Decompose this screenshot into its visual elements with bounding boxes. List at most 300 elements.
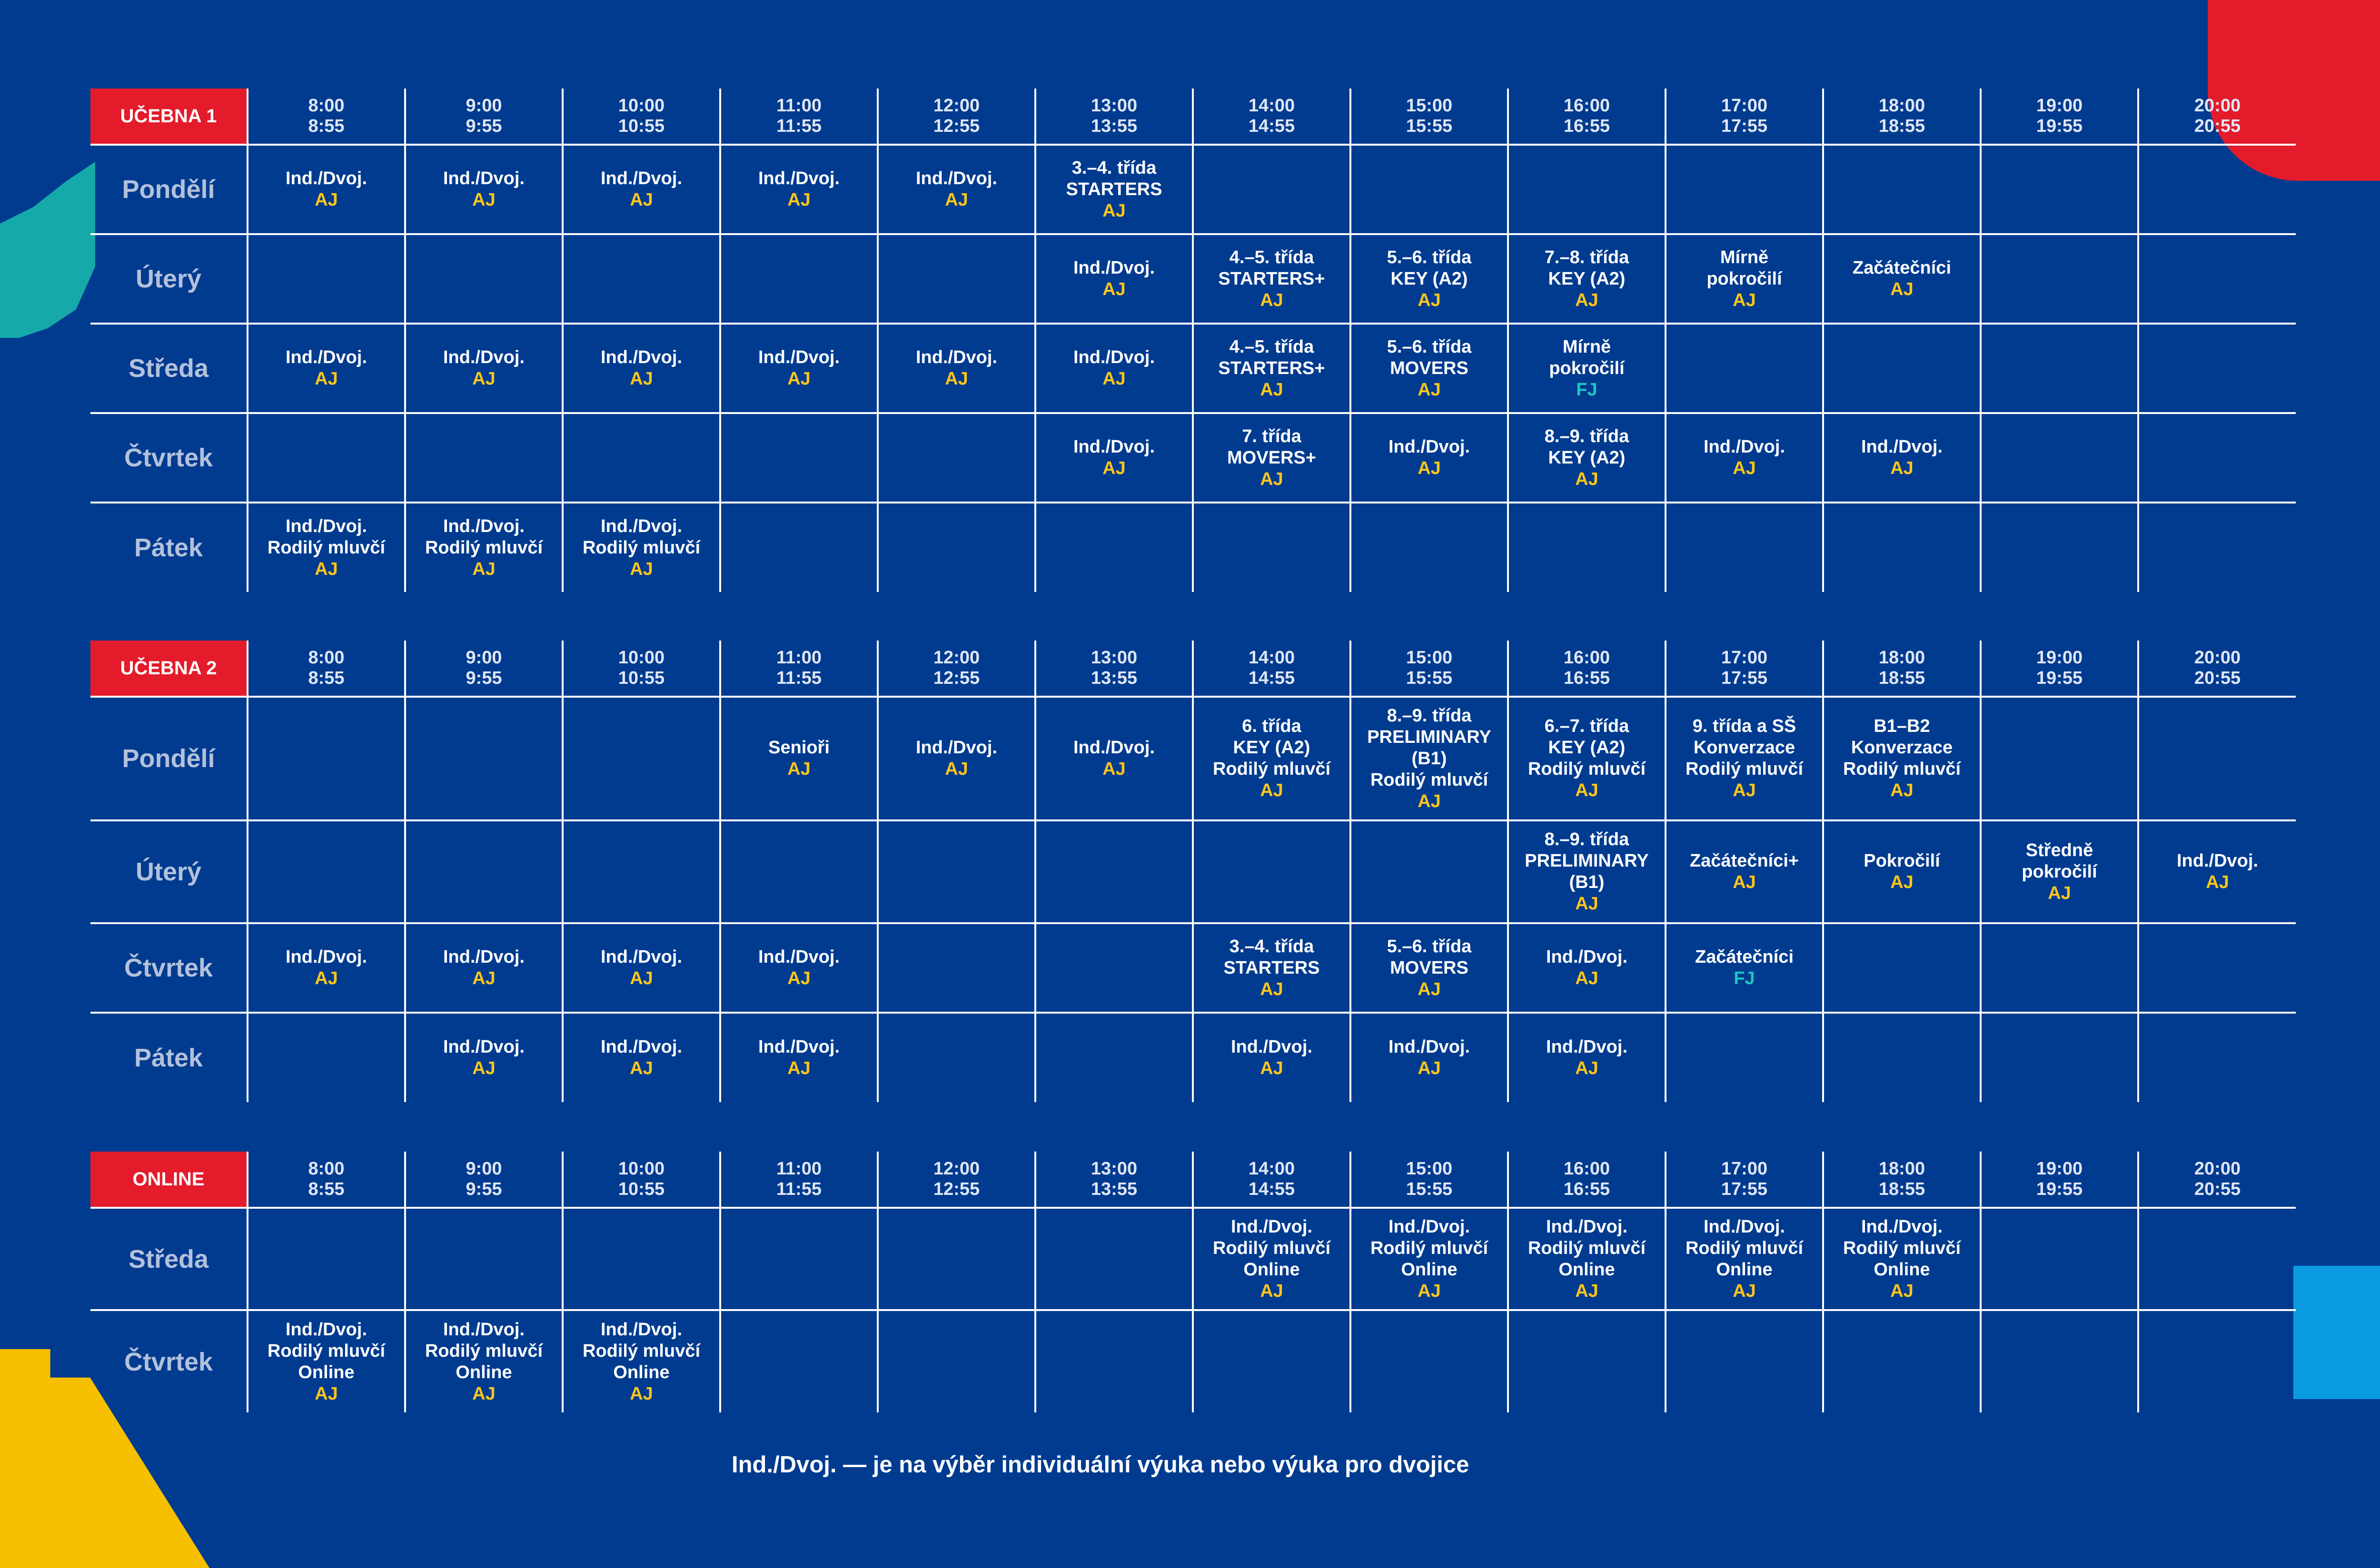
time-end: 17:55 — [1721, 668, 1768, 688]
time-start: 10:00 — [618, 96, 665, 116]
time-end: 15:55 — [1406, 1179, 1453, 1199]
day-row — [90, 324, 2296, 413]
empty-cell — [2138, 1208, 2296, 1310]
day-row — [90, 820, 2296, 923]
time-start: 11:00 — [776, 648, 822, 668]
time-slot-header — [1508, 641, 1666, 697]
time-start: 9:00 — [466, 648, 502, 668]
lesson-text: Ind./Dvoj. — [1861, 1216, 1943, 1237]
time-end: 8:55 — [308, 116, 345, 136]
lesson-text: Rodilý mluvčí — [1370, 1238, 1488, 1258]
lesson-text: Ind./Dvoj. — [1388, 437, 1470, 457]
day-label: Pondělí — [90, 145, 248, 234]
time-end: 10:55 — [618, 1179, 665, 1199]
language-code: AJ — [472, 369, 496, 389]
lesson-cell — [1508, 324, 1666, 413]
lesson-cell — [720, 324, 878, 413]
lesson-text: 3.–4. třída — [1229, 936, 1314, 957]
empty-cell — [1350, 503, 1508, 592]
empty-cell — [1981, 234, 2138, 324]
lesson-text: pokročilí — [1549, 358, 1625, 378]
language-code: AJ — [1418, 458, 1441, 478]
time-slot-header — [1350, 641, 1508, 697]
lesson-cell — [1350, 1208, 1508, 1310]
time-end: 16:55 — [1563, 116, 1610, 136]
lesson-cell — [405, 1013, 563, 1102]
lesson-text: pokročilí — [2022, 861, 2097, 882]
lesson-text: Ind./Dvoj. — [443, 1037, 525, 1057]
language-code: AJ — [1418, 290, 1441, 310]
lesson-cell — [1350, 1013, 1508, 1102]
language-code: AJ — [1418, 979, 1441, 999]
lesson-text: STARTERS — [1223, 957, 1320, 978]
lesson-cell — [1666, 413, 1823, 503]
empty-cell — [1193, 1310, 1350, 1412]
empty-cell — [878, 1310, 1035, 1412]
time-start: 15:00 — [1406, 96, 1453, 116]
lesson-text: 8.–9. třída — [1544, 426, 1629, 446]
time-end: 14:55 — [1248, 116, 1295, 136]
time-end: 9:55 — [466, 1179, 502, 1199]
language-code: FJ — [1734, 968, 1755, 988]
lesson-cell — [1666, 697, 1823, 820]
language-code: AJ — [1260, 290, 1283, 310]
lesson-text: Ind./Dvoj. — [601, 516, 682, 536]
lesson-text: KEY (A2) — [1548, 447, 1626, 468]
language-code: AJ — [1102, 279, 1126, 299]
lesson-text: Senioři — [768, 738, 830, 758]
time-slot-header — [720, 1152, 878, 1208]
language-code: AJ — [945, 190, 968, 210]
time-end: 8:55 — [308, 1179, 345, 1199]
time-start: 14:00 — [1248, 648, 1295, 668]
lesson-text: Rodilý mluvčí — [1212, 759, 1331, 779]
lesson-text: Mírně — [1720, 247, 1769, 267]
empty-cell — [563, 697, 720, 820]
lesson-cell — [2138, 820, 2296, 923]
lesson-text: MOVERS — [1390, 957, 1468, 978]
time-start: 16:00 — [1563, 648, 1610, 668]
language-code: AJ — [1890, 458, 1914, 478]
time-start: 8:00 — [308, 648, 345, 668]
lesson-cell — [248, 1310, 405, 1412]
time-start: 10:00 — [618, 1159, 665, 1179]
decor-blue-shape — [2293, 1266, 2380, 1399]
language-code: AJ — [630, 559, 653, 579]
time-end: 11:55 — [776, 116, 822, 136]
lesson-text: Konverzace — [1693, 738, 1795, 758]
lesson-cell — [1508, 923, 1666, 1013]
language-code: AJ — [472, 1383, 496, 1404]
lesson-text: Online — [1716, 1259, 1773, 1280]
lesson-text: STARTERS — [1066, 179, 1162, 199]
lesson-cell — [1193, 1013, 1350, 1102]
language-code: AJ — [1733, 458, 1756, 478]
empty-cell — [2138, 324, 2296, 413]
time-slot-header — [405, 641, 563, 697]
lesson-text: STARTERS+ — [1218, 358, 1325, 378]
lesson-cell — [1508, 820, 1666, 923]
time-slot-header — [248, 641, 405, 697]
lesson-cell — [878, 697, 1035, 820]
lesson-text: Rodilý mluvčí — [425, 1341, 543, 1361]
time-slot-header — [1350, 1152, 1508, 1208]
schedule-ucebna-1 — [90, 89, 2296, 592]
lesson-cell — [405, 923, 563, 1013]
language-code: AJ — [787, 190, 811, 210]
day-row — [90, 697, 2296, 820]
empty-cell — [720, 1208, 878, 1310]
time-end: 17:55 — [1721, 116, 1768, 136]
time-end: 14:55 — [1248, 1179, 1295, 1199]
empty-cell — [878, 234, 1035, 324]
lesson-cell — [563, 145, 720, 234]
lesson-cell — [720, 1013, 878, 1102]
language-code: AJ — [472, 559, 496, 579]
language-code: AJ — [1890, 872, 1914, 892]
time-slot-header — [1508, 1152, 1666, 1208]
language-code: AJ — [315, 559, 338, 579]
time-start: 16:00 — [1563, 1159, 1610, 1179]
lesson-text: Ind./Dvoj. — [2177, 851, 2258, 871]
language-code: AJ — [630, 1383, 653, 1404]
empty-cell — [1823, 1013, 1981, 1102]
lesson-text: Ind./Dvoj. — [1388, 1216, 1470, 1237]
lesson-text: 7.–8. třída — [1544, 247, 1629, 267]
empty-cell — [1981, 413, 2138, 503]
time-start: 12:00 — [933, 96, 980, 116]
time-start: 19:00 — [2036, 648, 2083, 668]
lesson-cell — [1823, 1208, 1981, 1310]
lesson-text: Ind./Dvoj. — [758, 347, 840, 367]
time-start: 17:00 — [1721, 1159, 1768, 1179]
time-start: 13:00 — [1091, 1159, 1138, 1179]
empty-cell — [405, 820, 563, 923]
language-code: AJ — [1260, 469, 1283, 489]
empty-cell — [1035, 923, 1193, 1013]
time-end: 8:55 — [308, 668, 345, 688]
time-end: 12:55 — [933, 1179, 980, 1199]
empty-cell — [2138, 413, 2296, 503]
empty-cell — [248, 1013, 405, 1102]
day-row — [90, 1208, 2296, 1310]
time-slot-header — [1193, 1152, 1350, 1208]
time-start: 14:00 — [1248, 96, 1295, 116]
time-slot-header — [1350, 89, 1508, 145]
time-slot-header — [405, 89, 563, 145]
lesson-text: Online — [456, 1362, 512, 1382]
language-code: AJ — [1890, 780, 1914, 800]
room-label: UČEBNA 2 — [90, 641, 248, 697]
time-slot-header — [1981, 1152, 2138, 1208]
time-slot-header — [563, 89, 720, 145]
language-code: AJ — [787, 968, 811, 988]
day-label: Středa — [90, 324, 248, 413]
time-start: 15:00 — [1406, 1159, 1453, 1179]
empty-cell — [878, 923, 1035, 1013]
language-code: AJ — [1890, 279, 1914, 299]
language-code: AJ — [472, 1058, 496, 1078]
language-code: FJ — [1576, 379, 1597, 400]
lesson-text: KEY (A2) — [1548, 268, 1626, 289]
lesson-text: Ind./Dvoj. — [601, 168, 682, 188]
lesson-text: Začátečníci — [1853, 258, 1951, 278]
empty-cell — [1193, 503, 1350, 592]
lesson-text: KEY (A2) — [1548, 738, 1626, 758]
empty-cell — [2138, 234, 2296, 324]
empty-cell — [248, 1208, 405, 1310]
lesson-text: Ind./Dvoj. — [1073, 738, 1155, 758]
time-slot-header — [248, 1152, 405, 1208]
lesson-text: Ind./Dvoj. — [1546, 1216, 1627, 1237]
lesson-cell — [405, 503, 563, 592]
lesson-text: Ind./Dvoj. — [601, 1037, 682, 1057]
language-code: AJ — [1102, 759, 1126, 779]
time-slot-header — [1508, 89, 1666, 145]
language-code: AJ — [1418, 1058, 1441, 1078]
empty-cell — [1666, 1013, 1823, 1102]
lesson-text: B1–B2 — [1874, 716, 1930, 736]
lesson-cell — [1666, 234, 1823, 324]
time-slot-header — [1035, 89, 1193, 145]
time-start: 14:00 — [1248, 1159, 1295, 1179]
language-code: AJ — [1418, 1281, 1441, 1301]
time-start: 10:00 — [618, 648, 665, 668]
empty-cell — [1666, 324, 1823, 413]
language-code: AJ — [1575, 1281, 1598, 1301]
lesson-text: Ind./Dvoj. — [758, 947, 840, 967]
lesson-cell — [1823, 820, 1981, 923]
time-slot-header — [2138, 641, 2296, 697]
time-end: 11:55 — [776, 668, 822, 688]
time-slot-header — [1981, 89, 2138, 145]
time-slot-header — [720, 641, 878, 697]
empty-cell — [563, 413, 720, 503]
time-slot-header — [1666, 89, 1823, 145]
time-slot-header — [1666, 1152, 1823, 1208]
empty-cell — [1823, 503, 1981, 592]
time-slot-header — [878, 1152, 1035, 1208]
lesson-text: 9. třída a SŠ — [1692, 716, 1796, 736]
time-end: 13:55 — [1091, 1179, 1138, 1199]
time-start: 9:00 — [466, 1159, 502, 1179]
lesson-text: Rodilý mluvčí — [1685, 1238, 1804, 1258]
language-code: AJ — [1418, 791, 1441, 811]
lesson-text: Ind./Dvoj. — [443, 516, 525, 536]
day-row — [90, 503, 2296, 592]
empty-cell — [563, 234, 720, 324]
time-end: 17:55 — [1721, 1179, 1768, 1199]
lesson-text: Ind./Dvoj. — [443, 347, 525, 367]
lesson-cell — [405, 324, 563, 413]
lesson-cell — [1035, 145, 1193, 234]
time-start: 9:00 — [466, 96, 502, 116]
empty-cell — [1981, 145, 2138, 234]
empty-cell — [248, 234, 405, 324]
lesson-text: 6.–7. třída — [1544, 716, 1629, 736]
empty-cell — [2138, 145, 2296, 234]
lesson-text: Ind./Dvoj. — [916, 738, 997, 758]
time-slot-header — [563, 1152, 720, 1208]
empty-cell — [1035, 820, 1193, 923]
lesson-text: Ind./Dvoj. — [916, 347, 997, 367]
empty-cell — [1666, 1310, 1823, 1412]
schedule-ucebna-2 — [90, 641, 2296, 1102]
empty-cell — [248, 820, 405, 923]
empty-cell — [1981, 1310, 2138, 1412]
lesson-cell — [1666, 820, 1823, 923]
lesson-text: 5.–6. třída — [1387, 336, 1472, 357]
lesson-cell — [1508, 697, 1666, 820]
empty-cell — [720, 234, 878, 324]
lesson-text: Ind./Dvoj. — [286, 347, 367, 367]
time-end: 20:55 — [2194, 1179, 2241, 1199]
time-end: 9:55 — [466, 116, 502, 136]
time-start: 18:00 — [1878, 1159, 1925, 1179]
day-label: Středa — [90, 1208, 248, 1310]
lesson-text: 5.–6. třída — [1387, 247, 1472, 267]
time-start: 19:00 — [2036, 1159, 2083, 1179]
empty-cell — [563, 1208, 720, 1310]
lesson-text: Online — [1401, 1259, 1458, 1280]
lesson-text: KEY (A2) — [1390, 268, 1468, 289]
language-code: AJ — [315, 369, 338, 389]
empty-cell — [1193, 145, 1350, 234]
lesson-text: Ind./Dvoj. — [443, 168, 525, 188]
empty-cell — [1350, 820, 1508, 923]
time-end: 14:55 — [1248, 668, 1295, 688]
room-label: UČEBNA 1 — [90, 89, 248, 145]
time-end: 18:55 — [1878, 1179, 1925, 1199]
lesson-text: 8.–9. třída — [1544, 829, 1629, 849]
empty-cell — [878, 1013, 1035, 1102]
empty-cell — [720, 413, 878, 503]
lesson-text: STARTERS+ — [1218, 268, 1325, 289]
lesson-text: Ind./Dvoj. — [1546, 947, 1627, 967]
time-slot-header — [2138, 89, 2296, 145]
day-label: Čtvrtek — [90, 413, 248, 503]
lesson-text: Online — [1243, 1259, 1300, 1280]
lesson-text: Ind./Dvoj. — [286, 1319, 367, 1340]
lesson-text: Ind./Dvoj. — [601, 347, 682, 367]
empty-cell — [1508, 145, 1666, 234]
lesson-cell — [248, 503, 405, 592]
time-end: 16:55 — [1563, 1179, 1610, 1199]
lesson-text: Online — [1558, 1259, 1615, 1280]
empty-cell — [878, 503, 1035, 592]
language-code: AJ — [1575, 290, 1598, 310]
lesson-cell — [1508, 1208, 1666, 1310]
language-code: AJ — [315, 968, 338, 988]
empty-cell — [248, 697, 405, 820]
language-code: AJ — [1102, 458, 1126, 478]
lesson-cell — [1350, 234, 1508, 324]
schedule-table — [90, 89, 2296, 592]
schedule-online — [90, 1152, 2296, 1412]
language-code: AJ — [945, 759, 968, 779]
empty-cell — [878, 1208, 1035, 1310]
empty-cell — [1035, 1013, 1193, 1102]
language-code: AJ — [1102, 369, 1126, 389]
lesson-cell — [1035, 234, 1193, 324]
time-slot-header — [248, 89, 405, 145]
time-start: 15:00 — [1406, 648, 1453, 668]
language-code: AJ — [1733, 872, 1756, 892]
lesson-text: Středně — [2025, 840, 2093, 860]
time-slot-header — [1193, 641, 1350, 697]
time-slot-header — [1823, 1152, 1981, 1208]
empty-cell — [1981, 697, 2138, 820]
empty-cell — [720, 1310, 878, 1412]
language-code: AJ — [1260, 979, 1283, 999]
empty-cell — [1823, 145, 1981, 234]
language-code: AJ — [1102, 200, 1126, 221]
language-code: AJ — [1575, 469, 1598, 489]
time-slot-header — [563, 641, 720, 697]
day-row — [90, 413, 2296, 503]
lesson-cell — [563, 1310, 720, 1412]
lesson-cell — [1035, 413, 1193, 503]
language-code: AJ — [945, 369, 968, 389]
empty-cell — [1508, 1310, 1666, 1412]
language-code: AJ — [1260, 780, 1283, 800]
lesson-text: Ind./Dvoj. — [758, 1037, 840, 1057]
lesson-cell — [1666, 1208, 1823, 1310]
lesson-text: PRELIMINARY — [1367, 727, 1491, 747]
lesson-text: Konverzace — [1851, 738, 1953, 758]
time-slot-header — [878, 641, 1035, 697]
day-row — [90, 1310, 2296, 1412]
empty-cell — [2138, 503, 2296, 592]
lesson-cell — [563, 324, 720, 413]
empty-cell — [1666, 503, 1823, 592]
time-end: 10:55 — [618, 116, 665, 136]
language-code: AJ — [630, 1058, 653, 1078]
empty-cell — [405, 413, 563, 503]
language-code: AJ — [630, 190, 653, 210]
lesson-text: Rodilý mluvčí — [1212, 1238, 1331, 1258]
day-row — [90, 923, 2296, 1013]
time-start: 12:00 — [933, 648, 980, 668]
empty-cell — [1035, 1310, 1193, 1412]
time-slot-header — [720, 89, 878, 145]
day-label: Čtvrtek — [90, 1310, 248, 1412]
lesson-cell — [1193, 1208, 1350, 1310]
lesson-text: Online — [298, 1362, 355, 1382]
time-start: 8:00 — [308, 96, 345, 116]
empty-cell — [720, 820, 878, 923]
language-code: AJ — [787, 369, 811, 389]
language-code: AJ — [1260, 379, 1283, 400]
lesson-cell — [563, 503, 720, 592]
language-code: AJ — [315, 1383, 338, 1404]
lesson-text: Ind./Dvoj. — [286, 168, 367, 188]
lesson-text: Ind./Dvoj. — [1546, 1037, 1627, 1057]
time-end: 19:55 — [2036, 116, 2083, 136]
lesson-cell — [248, 923, 405, 1013]
lesson-cell — [1350, 923, 1508, 1013]
day-row — [90, 234, 2296, 324]
time-start: 17:00 — [1721, 648, 1768, 668]
decor-teal-wave — [0, 162, 95, 338]
time-end: 13:55 — [1091, 668, 1138, 688]
empty-cell — [1823, 324, 1981, 413]
lesson-text: Rodilý mluvčí — [267, 1341, 386, 1361]
lesson-text: 3.–4. třída — [1071, 158, 1157, 178]
lesson-cell — [1350, 697, 1508, 820]
language-code: AJ — [1890, 1281, 1914, 1301]
room-label: ONLINE — [90, 1152, 248, 1208]
